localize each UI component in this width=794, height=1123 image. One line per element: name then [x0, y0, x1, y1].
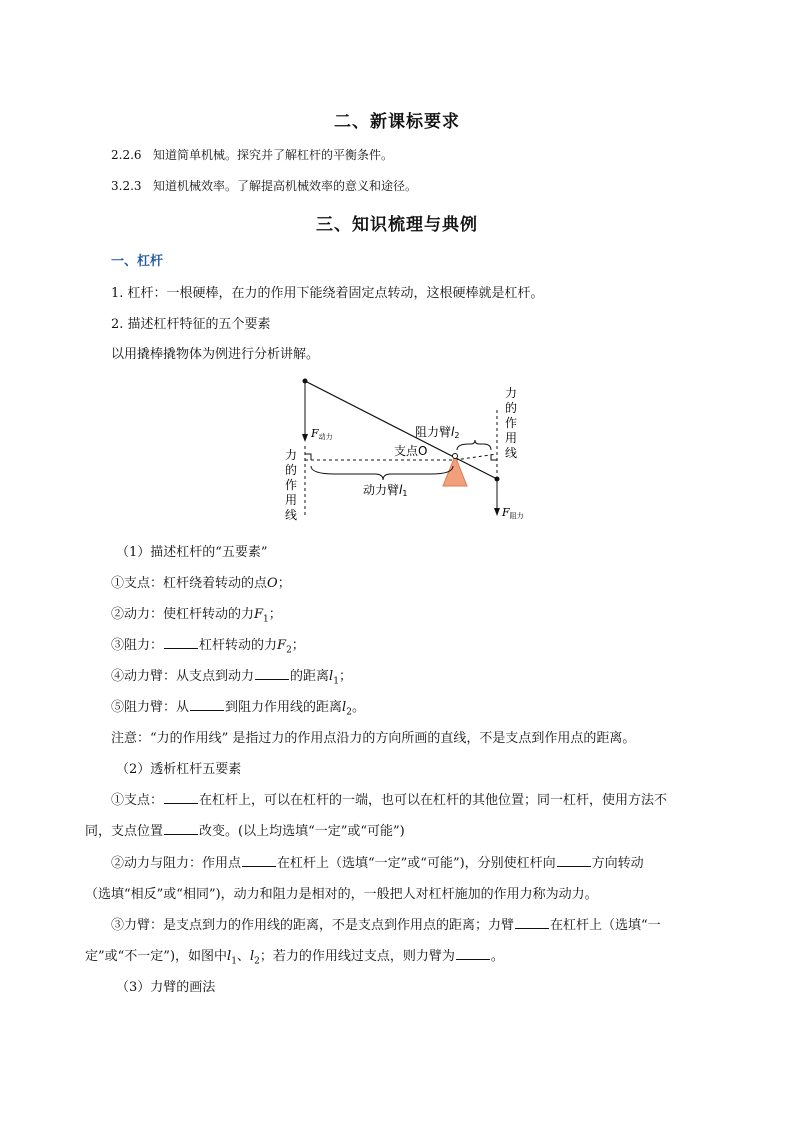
svg-text:作: 作: [285, 478, 298, 492]
analysis-p3-line1: ③力臂：是支点到力的作用线的距离，不是支点到作用点的距离；力臂 在杠杆上（选填“一: [111, 918, 661, 933]
fill-blank[interactable]: [164, 636, 198, 649]
drawing-title: （3）力臂的画法: [116, 980, 216, 995]
fill-blank[interactable]: [190, 698, 224, 711]
standard-code: 3.2.3: [111, 179, 142, 193]
heading-new-standard: 二、新课标要求: [334, 112, 460, 132]
analysis-p3-line2: 定”或“不一定”)，如图中$l_1$、$l_2$；若力的作用线过支点，则力臂为 。: [85, 949, 504, 967]
load-arm-brace: [457, 440, 491, 450]
note-text: 注意：“力的作用线” 是指过力的作用点沿力的方向所画的直线，不是支点到作用点的距离。: [111, 731, 636, 746]
right-line-of-action-label: [505, 385, 517, 460]
fill-blank[interactable]: [255, 667, 289, 680]
lever-definition: 1. 杠杆：一根硬棒，在力的作用下能绕着固定点转动，这根硬棒就是杠杆。: [111, 286, 544, 301]
lever-rod: [305, 381, 497, 479]
fill-blank[interactable]: [242, 854, 276, 867]
load-arm-label: 阻力臂l2: [415, 425, 460, 440]
svg-text:用: 用: [285, 493, 298, 507]
five-elements-title: （1）描述杠杆的“五要素”: [116, 545, 268, 560]
svg-text:力: 力: [285, 448, 298, 462]
analysis-title: （2）透析杠杆五要素: [116, 762, 242, 777]
five-elements-heading: 2. 描述杠杆特征的五个要素: [111, 317, 271, 332]
effort-arm-label: 动力臂l1: [363, 483, 408, 498]
analysis-p2-line1: ②动力与阻力：作用点 在杠杆上（选填“一定”或“可能”)，分别使杠杆向 方向转动: [111, 856, 644, 871]
standard-item: [111, 146, 393, 163]
fill-blank[interactable]: [164, 791, 198, 804]
left-line-of-action-label: [285, 447, 297, 522]
fill-blank[interactable]: [515, 916, 549, 929]
lever-diagram: [275, 370, 535, 528]
effort-arm-brace: [311, 466, 453, 480]
effort-force-label: F动力: [311, 427, 333, 441]
svg-text:线: 线: [285, 508, 298, 522]
fulcrum-label: 支点O: [394, 444, 428, 458]
svg-text:力: 力: [505, 386, 518, 400]
standard-item: [111, 177, 417, 194]
heading-knowledge: 三、知识梳理与典例: [316, 215, 478, 235]
fulcrum-triangle: [443, 456, 467, 486]
fill-blank[interactable]: [164, 822, 198, 835]
standard-code: 2.2.6: [111, 148, 142, 162]
element-load: ③阻力： 杠杆转动的力$F_2$；: [111, 638, 305, 656]
svg-text:作: 作: [505, 416, 518, 430]
element-load-arm: ⑤阻力臂：从 到阻力作用线的距离$l_2$。: [111, 700, 365, 718]
svg-text:的: 的: [505, 401, 518, 415]
standard-text: 知道机械效率。了解提高机械效率的意义和途径。: [153, 179, 418, 193]
analysis-p1-line2: 同，支点位置 改变。(以上均选填“一定”或“可能”): [85, 824, 405, 839]
element-effort-arm: ④动力臂：从支点到动力 的距离$l_1$；: [111, 669, 352, 687]
standard-text: 知道简单机械。探究并了解杠杆的平衡条件。: [153, 148, 394, 162]
fill-blank[interactable]: [557, 854, 591, 867]
element-effort: ②动力：使杠杆转动的力$F_1$；: [111, 607, 282, 625]
section-title: 一、杠杆: [111, 254, 164, 269]
svg-text:用: 用: [505, 431, 518, 445]
element-fulcrum: ①支点：杠杆绕着转动的点O；: [111, 576, 291, 591]
load-force-label: F阻力: [502, 506, 524, 520]
svg-text:的: 的: [285, 463, 298, 477]
analysis-p1-line1: ①支点： 在杠杆上，可以在杠杆的一端，也可以在杠杆的其他位置；同一杠杆，使用方法不: [111, 793, 668, 808]
fill-blank[interactable]: [456, 947, 490, 960]
intro-text: 以用撬棒撬物体为例进行分析讲解。: [111, 347, 320, 362]
svg-text:线: 线: [505, 446, 518, 460]
analysis-p2-line2: （选填“相反”或“相同”)，动力和阻力是相对的，一般把人对杠杆施加的作用力称为动力。: [85, 887, 598, 902]
